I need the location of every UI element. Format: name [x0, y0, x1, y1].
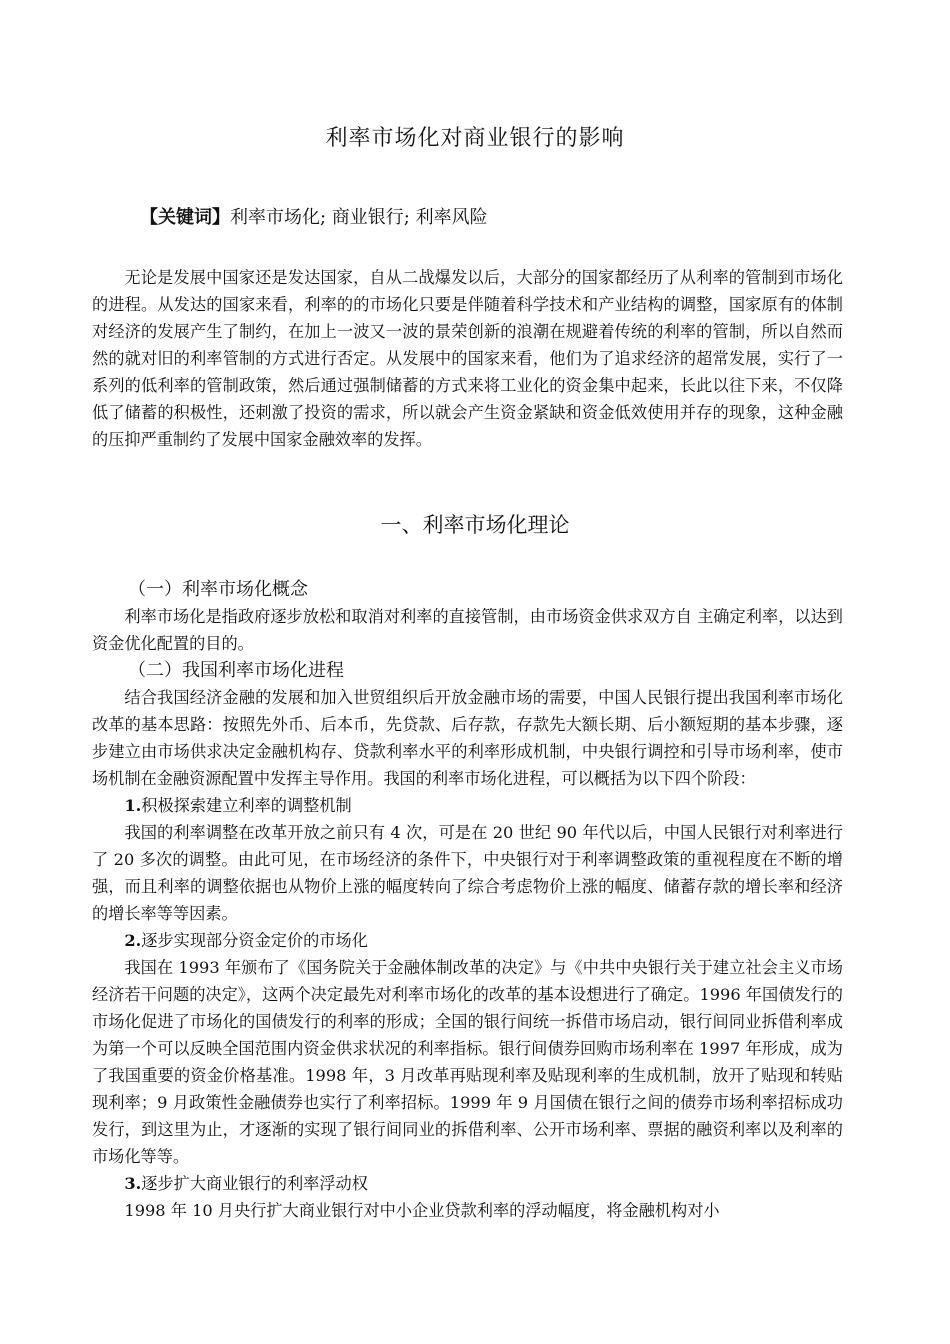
- keywords-label: 【关键词】: [140, 207, 230, 228]
- intro-paragraph: 无论是发展中国家还是发达国家，自从二战爆发以后，大部分的国家都经历了从利率的管制到市场化的进程。从发达的国家来看，利率的的市场化只要是伴随着科学技术和产业结构的调整，国家原有的体制对经济的发展产生了制约，在加上一波又一波的景荣创新的浪潮在规避着传统的利率的管制，所以自然而然的就对旧的利率管制的方式进行否定。从发展中的国家来看，他们为了追求经济的超常发展，实行了一系列的低利率的管制政策，然后通过强制储蓄的方式来将工业化的资金集中起来，长此以往下来，不仅降低了储蓄的积极性，还刺激了投资的需求，所以就会产生资金紧缺和资金低效使用并存的现象，这种金融的压抑严重制约了发展中国家金融效率的发挥。: [92, 268, 843, 449]
- stage-number: 2.: [124, 931, 142, 950]
- paragraph: 我国在 1993 年颁布了《国务院关于金融体制改革的决定》与《中共中央银行关于建立社会主义市场经济若干问题的决定》，这两个决定最先对利率市场化的改革的基本设想进行了确定。1996 年国债发行的市场化促进了市场化的国债发行的利率的形成；全国的银行间统一拆借市场启动，银行间同业拆借利率成为第一个可以反映全国范围内资金供求状况的利率指标。银行间债券回购市场利率在 1997 年形成，成为了我国重要的资金价格基准。1998 年，3 月改革再贴现利率及贴现利率的生成机制，放开了贴现和转贴现利率；9 月政策性金融债券也实行了利率招标。1999 年 9 月国债在银行之间的债券市场利率招标成功发行，到这里为止，才逐渐的实现了银行间同业的拆借利率、公开市场利率、票据的融资利率以及利率的市场化等等。: [92, 958, 843, 1166]
- stage-heading: [92, 927, 843, 954]
- keywords-text: 利率市场化; 商业银行; 利率风险: [230, 207, 488, 228]
- document-title: 利率市场化对商业银行的影响: [325, 126, 625, 151]
- keywords-line: [140, 204, 488, 232]
- subsection-heading: （二）我国利率市场化进程: [128, 660, 344, 681]
- subsection-heading: （一）利率市场化概念: [128, 579, 308, 600]
- stage-title: 逐步实现部分资金定价的市场化: [141, 931, 368, 950]
- paragraph: 利率市场化是指政府逐步放松和取消对利率的直接管制，由市场资金供求双方自 主确定利率，以达到资金优化配置的目的。: [92, 607, 843, 653]
- stage-heading: [92, 1170, 843, 1197]
- stage-number: 1.: [124, 796, 142, 815]
- paragraph: 我国的利率调整在改革开放之前只有 4 次，可是在 20 世纪 90 年代以后，中国人民银行对利率进行了 20 多次的调整。由此可见，在市场经济的条件下，中央银行对于利率调整政策的重视程度在不断的增强，而且利率的调整依据也从物价上涨的幅度转向了综合考虑物价上涨的幅度、储蓄存款的增长率和经济的增长率等等因素。: [92, 823, 843, 923]
- paragraph: 1998 年 10 月央行扩大商业银行对中小企业贷款利率的浮动幅度，将金融机构对小: [124, 1201, 720, 1220]
- stage-title: 积极探索建立利率的调整机制: [141, 796, 352, 815]
- stage-title: 逐步扩大商业银行的利率浮动权: [141, 1174, 368, 1193]
- stage-heading: [92, 792, 843, 819]
- section-body: [92, 576, 843, 1224]
- paragraph: 结合我国经济金融的发展和加入世贸组织后开放金融市场的需要，中国人民银行提出我国利率市场化改革的基本思路：按照先外币、后本币，先贷款、后存款，存款先大额长期、后小额短期的基本步骤，逐步建立由市场供求决定金融机构存、贷款利率水平的利率形成机制，中央银行调控和引导市场利率，使市场机制在金融资源配置中发挥主导作用。我国的利率市场化进程，可以概括为以下四个阶段：: [92, 688, 843, 788]
- stage-number: 3.: [124, 1174, 142, 1193]
- section-heading: 一、利率市场化理论: [380, 513, 570, 537]
- intro-block: [92, 264, 843, 453]
